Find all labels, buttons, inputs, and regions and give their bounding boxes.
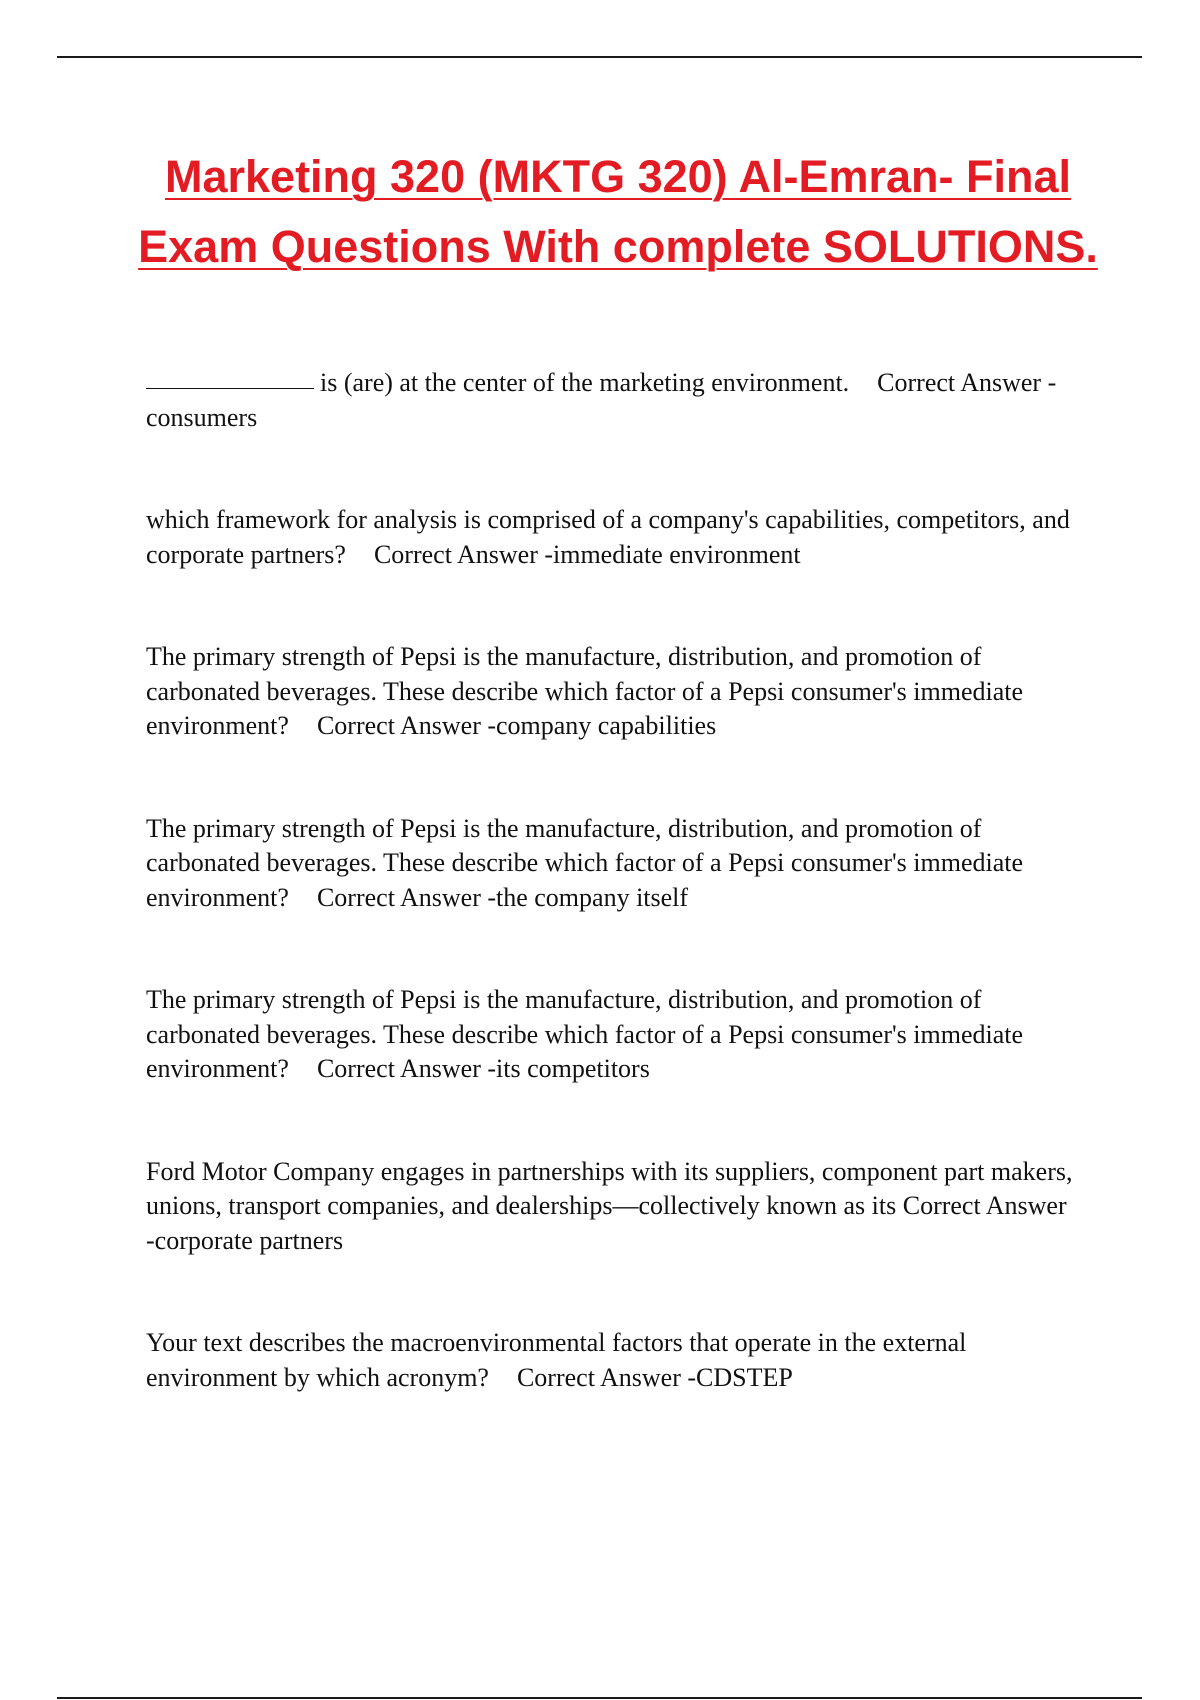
answer-text: Correct Answer -its competitors: [316, 1054, 650, 1083]
qa-item-1: [146, 366, 1076, 435]
answer-text: Correct Answer -consumers: [146, 368, 1057, 432]
question-text: Ford Motor Company engages in partnerships with its suppliers, component part makers, unions, transport companies, and dealerships—collectively known as its: [146, 1156, 1073, 1220]
question-text: The primary strength of Pepsi is the manufacture, distribution, and promotion of carbonated beverages. These describe which factor of a Pepsi consumer's immediate environment?: [146, 642, 1024, 740]
header-rule: [57, 56, 1142, 58]
question-text: The primary strength of Pepsi is the manufacture, distribution, and promotion of carbonated beverages. These describe which factor of a Pepsi consumer's immediate environment?: [146, 813, 1024, 912]
qa-item-2: [146, 503, 1076, 572]
qa-item-6: [146, 1155, 1076, 1259]
question-text: Your text describes the macroenvironmental factors that operate in the external environment by which acronym?: [146, 1328, 967, 1392]
question-text: The primary strength of Pepsi is the manufacture, distribution, and promotion of carbonated beverages. These describe which factor of a Pepsi consumer's immediate environment?: [146, 985, 1024, 1083]
fill-in-blank: [146, 388, 314, 389]
qa-item-4: [146, 812, 1076, 916]
document-title-text: Marketing 320 (MKTG 320) Al-Emran- Final Exam Questions With complete SOLUTIONS.: [138, 151, 1098, 272]
answer-text: Correct Answer -company capabilities: [316, 711, 717, 740]
question-text: is (are) at the center of the marketing environment.: [320, 368, 850, 397]
question-text: which framework for analysis is comprised of a company's capabilities, competitors, and corporate partners?: [146, 505, 1070, 569]
answer-text: Correct Answer -immediate environment: [373, 539, 801, 569]
qa-item-3: [146, 640, 1076, 744]
qa-item-5: [146, 983, 1076, 1087]
qa-item-7: [146, 1326, 1076, 1395]
answer-text: Correct Answer -the company itself: [316, 882, 689, 912]
qa-list: [146, 366, 1076, 1463]
document-title: [100, 142, 1136, 282]
answer-text: Correct Answer -corporate partners: [146, 1191, 1067, 1255]
answer-text: Correct Answer -CDSTEP: [516, 1362, 793, 1392]
footer-rule: [57, 1697, 1142, 1699]
